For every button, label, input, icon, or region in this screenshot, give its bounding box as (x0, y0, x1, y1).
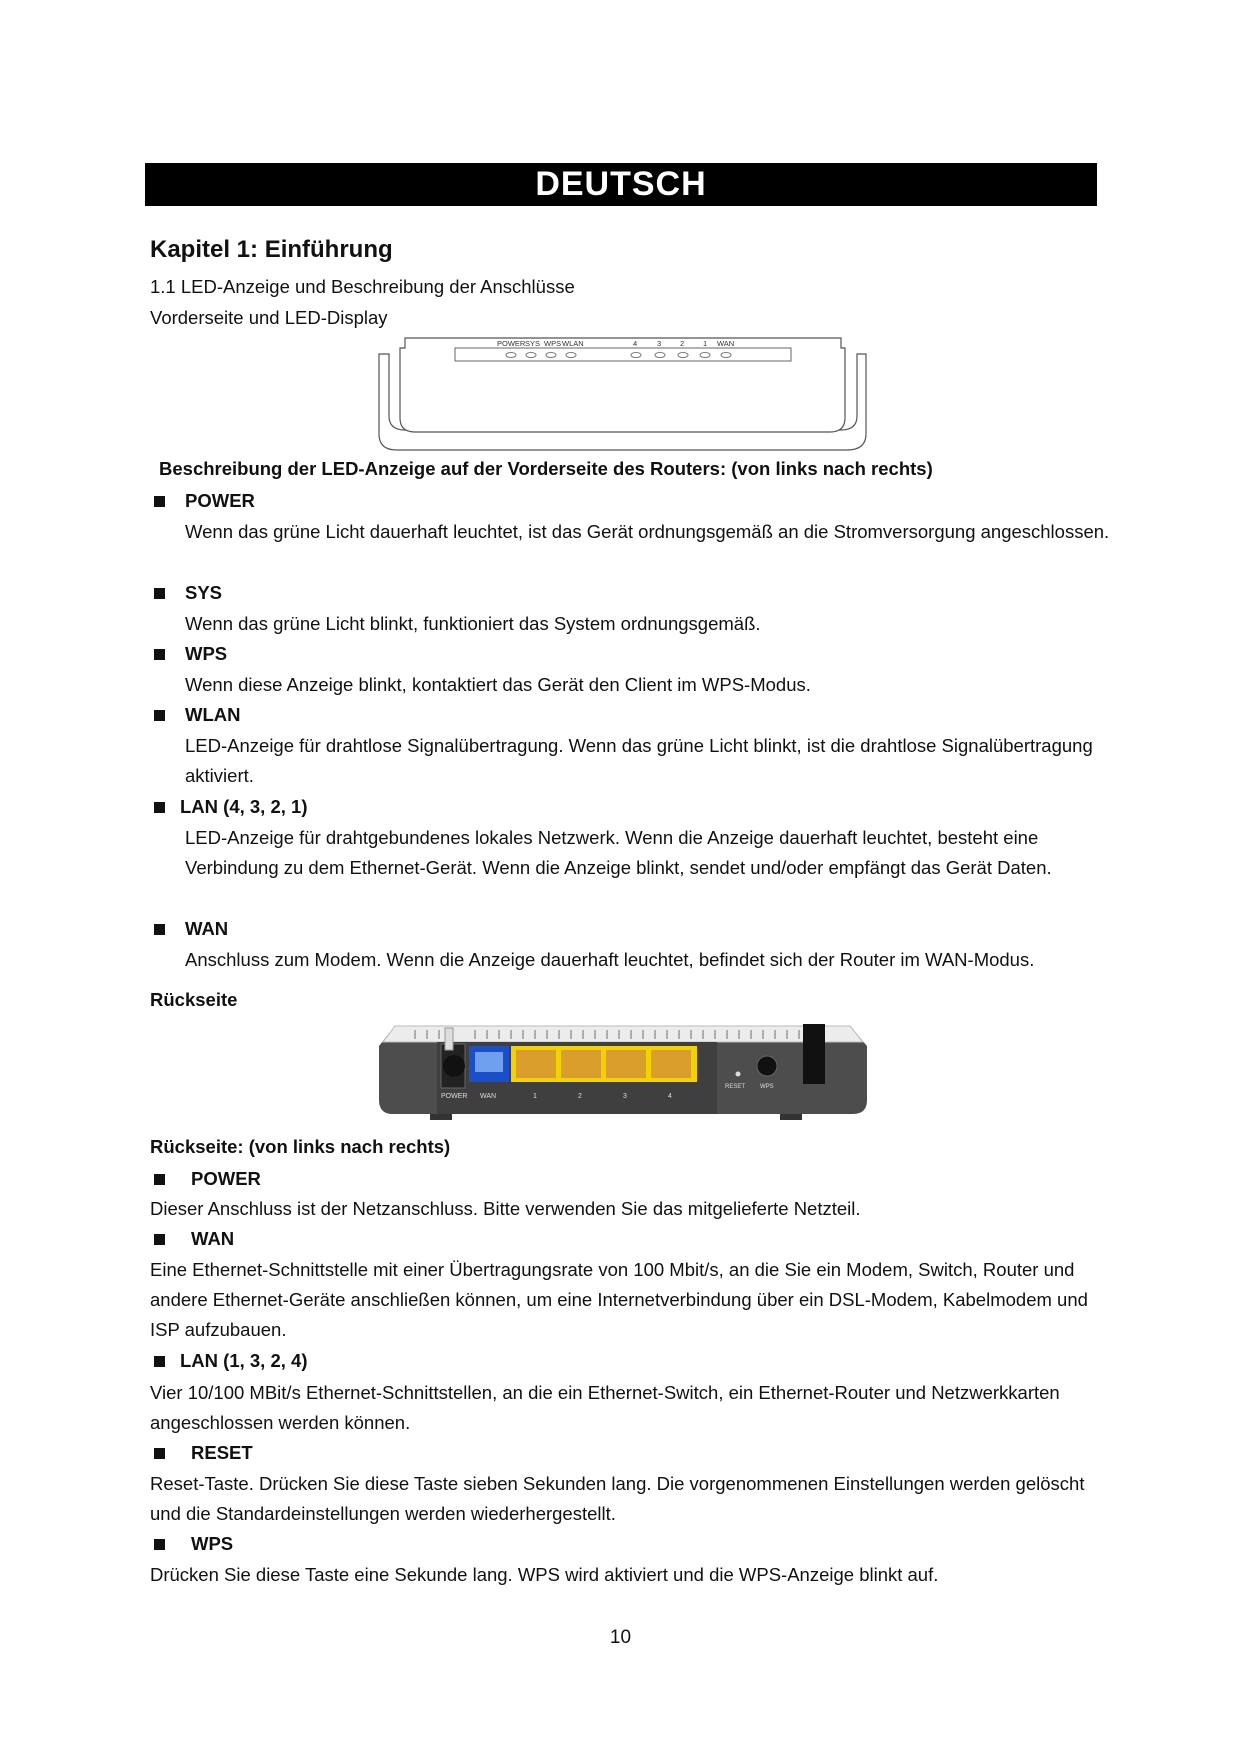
router-front-panel-figure (375, 334, 870, 452)
bullet-square (154, 924, 165, 935)
back-item-title: WAN (191, 1228, 235, 1249)
port-label-3: 3 (623, 1093, 627, 1100)
back-item-title: LAN (1, 3, 2, 4) (180, 1350, 308, 1371)
page-number: 10 (609, 1627, 632, 1648)
port-label-wps: WPS (760, 1084, 774, 1090)
bullet-square (154, 1356, 165, 1367)
front-item-text: Anschluss zum Modem. Wenn die Anzeige dauerhaft leuchtet, befindet sich der Router im WAN-Modus. (185, 949, 1035, 970)
led-label-1: 1 (703, 339, 708, 348)
back-heading: Rückseite: (von links nach rechts) (150, 1136, 451, 1157)
front-item-text: Wenn diese Anzeige blinkt, kontaktiert das Gerät den Client im WPS-Modus. (185, 674, 811, 695)
front-item-title: WPS (185, 643, 228, 664)
bullet-square (154, 710, 165, 721)
back-item-text: Vier 10/100 MBit/s Ethernet-Schnittstellen, an die ein Ethernet-Switch, ein Ethernet-Router und Netzwerkkarten angeschlossen werden können. (150, 1382, 1060, 1433)
port-label-2: 2 (578, 1093, 582, 1100)
lan-port (561, 1050, 601, 1078)
led-label-3: 3 (657, 339, 662, 348)
back-item-title: POWER (191, 1168, 261, 1189)
port-label-4: 4 (668, 1093, 672, 1100)
bullet-square (154, 802, 165, 813)
front-item-title: WLAN (185, 704, 241, 725)
front-led-heading: Beschreibung der LED-Anzeige auf der Vorderseite des Routers: (von links nach rechts) (159, 458, 933, 479)
back-item-text: Drücken Sie diese Taste eine Sekunde lang. WPS wird aktiviert und die WPS-Anzeige blinkt auf. (150, 1564, 939, 1585)
back-label: Rückseite (150, 989, 238, 1010)
lan-port (516, 1050, 556, 1078)
led-label-sys: SYS (525, 339, 541, 348)
lan-port (651, 1050, 691, 1078)
front-item-text: LED-Anzeige für drahtgebundenes lokales Netzwerk. Wenn die Anzeige dauerhaft leuchtet, besteht eine Verbindung zu dem Ethernet-Gerät. Wenn die Anzeige blinkt, sendet und/oder empfängt das Gerät Daten. (185, 827, 1052, 878)
back-item-title: RESET (191, 1442, 253, 1463)
language-banner: DEUTSCH (145, 163, 1097, 206)
port-label-1: 1 (533, 1093, 537, 1100)
bullet-square (154, 1448, 165, 1459)
led-label-4: 4 (633, 339, 638, 348)
bullet-square (154, 588, 165, 599)
antenna (803, 1024, 825, 1084)
section-heading: 1.1 LED-Anzeige und Beschreibung der Anschlüsse (150, 276, 575, 297)
front-item-title: LAN (4, 3, 2, 1) (180, 796, 308, 817)
led-label-2: 2 (680, 339, 685, 348)
bullet-square (154, 649, 165, 660)
led-label-wps: WPS (544, 339, 562, 348)
port-label-reset: RESET (725, 1084, 746, 1090)
front-item-title: WAN (185, 918, 229, 939)
led-label-wan: WAN (717, 339, 735, 348)
bullet-square (154, 496, 165, 507)
back-item-title: WPS (191, 1533, 234, 1554)
led-label-power: POWER (497, 339, 526, 348)
port-label-power: POWER (441, 1093, 468, 1100)
front-item-title: SYS (185, 582, 223, 603)
front-item-title: POWER (185, 490, 255, 511)
port-label-wan: WAN (480, 1093, 497, 1100)
router-back-panel-figure (375, 1022, 870, 1122)
reset-button (736, 1072, 741, 1077)
front-item-text: Wenn das grüne Licht dauerhaft leuchtet, ist das Gerät ordnungsgemäß an die Stromversorgung angeschlossen. (185, 521, 1110, 542)
front-item-text: LED-Anzeige für drahtlose Signalübertragung. Wenn das grüne Licht blinkt, ist die drahtlose Signalübertragung aktiviert. (185, 735, 1093, 786)
lan-port (606, 1050, 646, 1078)
back-item-text: Eine Ethernet-Schnittstelle mit einer Übertragungsrate von 100 Mbit/s, an die Sie ein Modem, Switch, Router und andere Ethernet-Geräte anschließen können, um eine Internetverbindung über ein DSL-Modem, Kabelmodem und ISP aufzubauen. (150, 1259, 1088, 1340)
back-item-text: Dieser Anschluss ist der Netzanschluss. Bitte verwenden Sie das mitgelieferte Netzteil. (150, 1198, 861, 1219)
bullet-square (154, 1174, 165, 1185)
chapter-title: Kapitel 1: Einführung (150, 236, 393, 263)
bullet-square (154, 1234, 165, 1245)
back-item-text: Reset-Taste. Drücken Sie diese Taste sieben Sekunden lang. Die vorgenommenen Einstellungen werden gelöscht und die Standardeinstellungen werden wiederhergestellt. (150, 1473, 1085, 1524)
front-label: Vorderseite und LED-Display (150, 307, 388, 328)
wps-button (757, 1056, 777, 1076)
bullet-square (154, 1539, 165, 1550)
front-item-text: Wenn das grüne Licht blinkt, funktioniert das System ordnungsgemäß. (185, 613, 761, 634)
led-label-wlan: WLAN (562, 339, 584, 348)
